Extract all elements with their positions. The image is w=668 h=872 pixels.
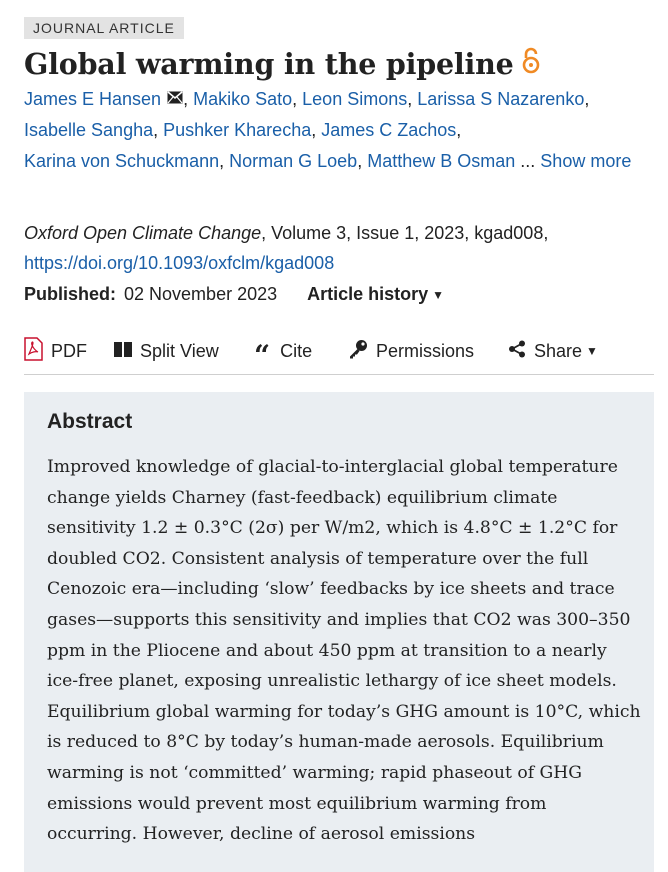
article-toolbar: [24, 336, 654, 375]
author-separator: ,: [357, 151, 368, 171]
publication-info: [24, 280, 444, 309]
author-link[interactable]: Norman G Loeb: [229, 151, 358, 171]
author-link[interactable]: Pushker Kharecha: [163, 120, 312, 140]
author-separator: ,: [407, 89, 418, 109]
citation: [24, 218, 644, 278]
split-view-label: Split View: [140, 340, 219, 361]
published-date: 02 November 2023: [124, 284, 278, 304]
author-link[interactable]: Isabelle Sangha: [24, 120, 154, 140]
pdf-button[interactable]: [24, 336, 87, 366]
article-type-badge: JOURNAL ARTICLE: [24, 17, 184, 39]
permissions-button[interactable]: [348, 336, 474, 366]
split-view-icon: [114, 341, 140, 362]
split-view-button[interactable]: [114, 336, 219, 366]
chevron-down-icon: ▼: [586, 344, 598, 358]
abstract-heading: Abstract: [47, 410, 133, 433]
author-link[interactable]: James C Zachos: [321, 120, 457, 140]
share-label: Share: [534, 340, 583, 361]
author-separator: ,: [311, 120, 322, 140]
author-separator: ,: [219, 151, 230, 171]
published-label: Published:: [24, 284, 117, 304]
share-icon: [508, 340, 534, 363]
cite-button[interactable]: [254, 336, 313, 372]
pdf-icon: [24, 337, 51, 366]
show-more-ellipsis: ...: [515, 151, 541, 171]
cite-label: Cite: [280, 340, 313, 361]
abstract-text: [47, 452, 642, 850]
article-title-text: Global warming in the pipeline: [24, 47, 514, 81]
author-link[interactable]: Larissa S Nazarenko: [417, 89, 585, 109]
citation-details: , Volume 3, Issue 1, 2023, kgad008,: [261, 223, 549, 243]
journal-name: Oxford Open Climate Change: [24, 223, 262, 243]
article-history-label: Article history: [307, 284, 429, 304]
author-link[interactable]: Matthew B Osman: [367, 151, 516, 171]
open-access-icon: [522, 44, 540, 84]
chevron-down-icon: ▼: [432, 288, 445, 302]
permissions-label: Permissions: [376, 340, 475, 361]
author-separator: ,: [183, 89, 194, 109]
abstract-section: [24, 392, 654, 872]
author-link[interactable]: James E Hansen: [24, 89, 162, 109]
abstract-paragraph: Improved knowledge of glacial-to-interglacial global temperature change yields Charney (fast-feedback) equilibrium climate sensitivity 1.2 ± 0.3°C (2σ) per W/m2, which is 4.8°C ± 1.2°C for doubled CO2. Consistent analysis of temperature over the full Cenozoic era—including ‘slow’ feedbacks by ice sheets and trace gases—supports this sensitivity and implies that CO2 was 300–350 ppm in the Pliocene and about 450 ppm at transition to a nearly ice-free planet, exposing unrealistic lethargy of ice sheet models. Equilibrium global warming for today’s GHG amount is 10°C, which is reduced to 8°C by today’s human-made aerosols. Equilibrium warming is not ‘committed’ warming; rapid phaseout of GHG emissions would prevent most equilibrium warming from occurring. However, decline of aerosol emissions: [47, 457, 641, 845]
permissions-icon: [348, 339, 376, 364]
cite-icon: “: [254, 339, 271, 372]
share-button[interactable]: [508, 336, 598, 366]
show-more-link[interactable]: Show more: [540, 151, 632, 171]
article-title: [24, 44, 540, 84]
author-link[interactable]: Leon Simons: [302, 89, 408, 109]
author-link[interactable]: Karina von Schuckmann: [24, 151, 220, 171]
author-list: [24, 84, 644, 177]
author-separator: ,: [456, 120, 462, 140]
mail-icon[interactable]: [167, 83, 183, 114]
author-link[interactable]: Makiko Sato: [193, 89, 293, 109]
author-separator: ,: [584, 89, 590, 109]
doi-link[interactable]: https://doi.org/10.1093/oxfclm/kgad008: [24, 253, 335, 273]
author-separator: ,: [153, 120, 164, 140]
author-separator: ,: [292, 89, 303, 109]
pdf-label: PDF: [51, 340, 87, 361]
article-history-toggle[interactable]: [307, 284, 444, 304]
